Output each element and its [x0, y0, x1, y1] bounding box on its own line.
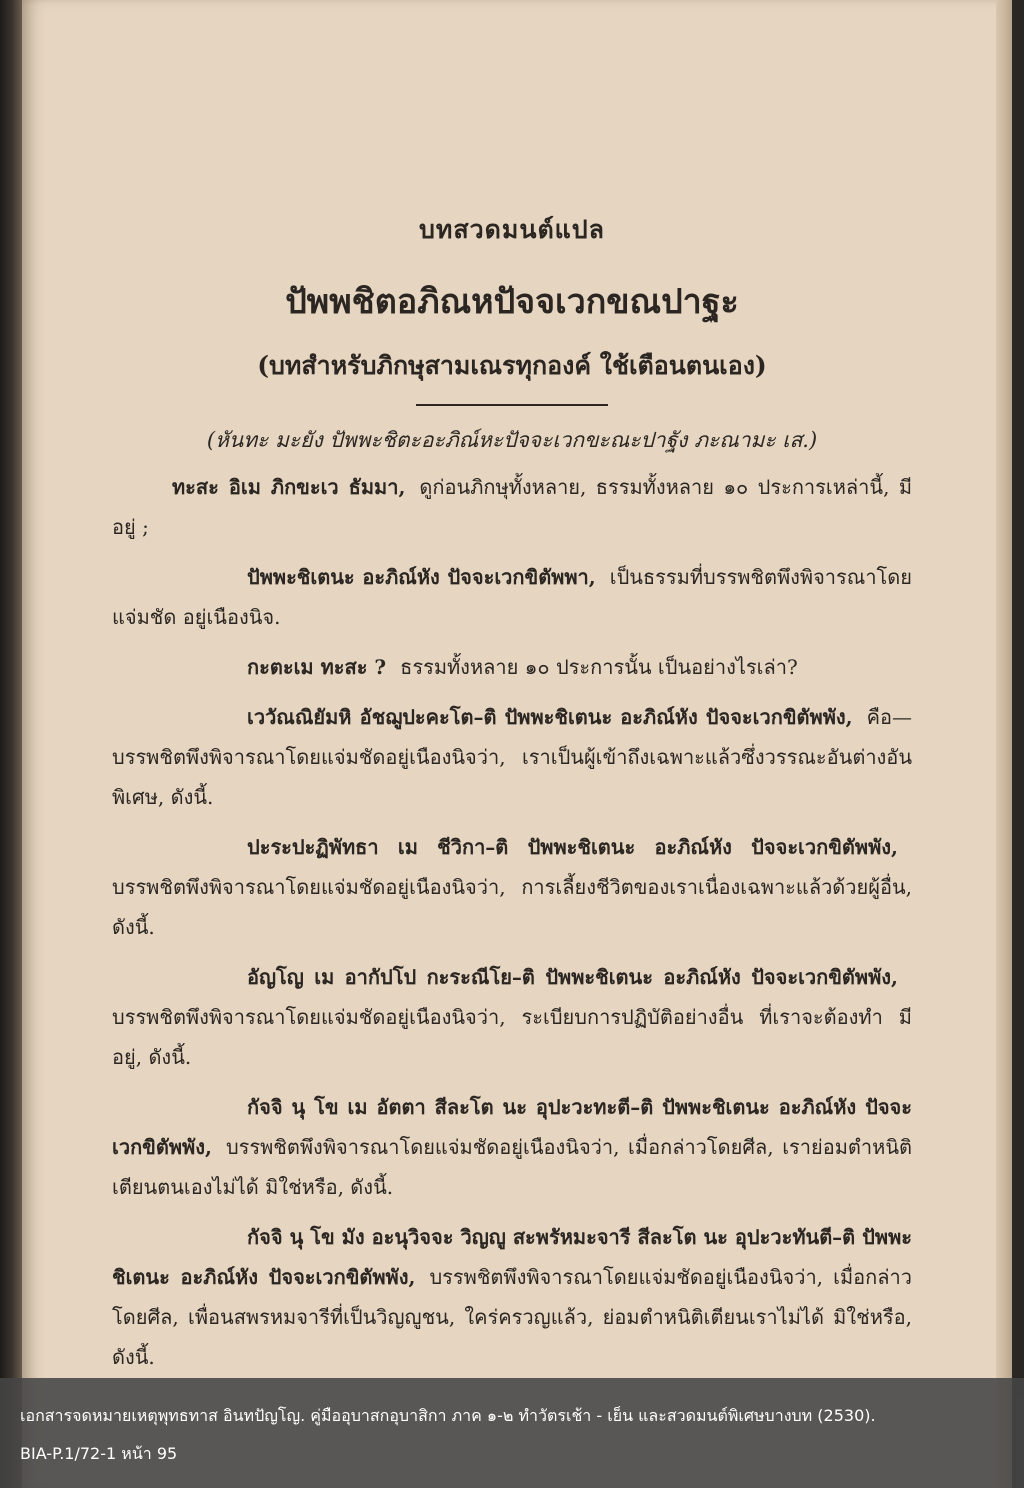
pali-text: ทะสะ อิเม ภิกขะเว ธัมมา,: [172, 475, 406, 499]
pali-text: กะตะเม ทะสะ ?: [247, 655, 387, 679]
paragraph-2: [112, 557, 912, 637]
paragraph-7: [112, 1087, 912, 1207]
thai-translation: คือ— บรรพชิตพึงพิจารณาโดยแจ่มชัดอยู่เนืองนิจว่า, เราเป็นผู้เข้าถึงเฉพาะแล้วซึ่งวรรณะอันต่างอันพิเศษ, ดังนี้.: [112, 705, 912, 809]
title-main: ปัพพชิตอภิณหปัจจเวกขณปาฐะ: [285, 282, 739, 322]
thai-translation: บรรพชิตพึงพิจารณาโดยแจ่มชัดอยู่เนืองนิจว่า, เมื่อกล่าวโดยศีล, เพื่อนสพรหมจารีที่เป็นวิญญูชน, ใคร่ครวญแล้ว, ย่อมตำหนิติเตียนเราไม่ได้ มิใช่หรือ, ดังนี้.: [112, 1265, 912, 1369]
paragraph-6: [112, 957, 912, 1077]
title-underline: [416, 404, 608, 406]
title-small: บทสวดมนต์แปล: [419, 215, 605, 244]
thai-translation: ดูก่อนภิกษุทั้งหลาย, ธรรมทั้งหลาย ๑๐ ประการเหล่านี้, มีอยู่ ;: [112, 475, 912, 539]
pali-text: ปัพพะชิเตนะ อะภิณ์หัง ปัจจะเวกขิตัพพา,: [247, 565, 596, 589]
thai-translation: บรรพชิตพึงพิจารณาโดยแจ่มชัดอยู่เนืองนิจว่า, เมื่อกล่าวโดยศีล, เราย่อมตำหนิติเตียนตนเองไม่ได้ มิใช่หรือ, ดังนี้.: [112, 1135, 912, 1199]
page-content: [112, 210, 912, 1377]
thai-translation: ธรรมทั้งหลาย ๑๐ ประการนั้น เป็นอย่างไรเล่า?: [400, 655, 798, 679]
archive-caption-bar: [0, 1378, 1024, 1488]
title-subtitle: (บทสำหรับภิกษุสามเณรทุกองค์ ใช้เตือนตนเอง): [257, 351, 767, 380]
archive-reference: BIA-P.1/72-1 หน้า 95: [20, 1444, 178, 1463]
thai-translation: บรรพชิตพึงพิจารณาโดยแจ่มชัดอยู่เนืองนิจว่า, การเลี้ยงชีวิตของเราเนื่องเฉพาะแล้วด้วยผู้อื่น, ดังนี้.: [112, 875, 912, 939]
archive-citation: เอกสารจดหมายเหตุพุทธทาส อินทปัญโญ. คู่มืออุบาสกอุบาสิกา ภาค ๑-๒ ทำวัตรเช้า - เย็น และสวดมนต์พิเศษบางบท (2530).: [20, 1406, 876, 1425]
pali-text: อัญโญ เม อากัปโป กะระณีโย–ติ ปัพพะชิเตนะ อะภิณ์หัง ปัจจะเวกขิตัพพัง,: [247, 965, 898, 989]
pali-text: ปะระปะฏิพัทธา เม ชีวิกา–ติ ปัพพะชิเตนะ อะภิณ์หัง ปัจจะเวกขิตัพพัง,: [247, 835, 898, 859]
paragraph-3: [112, 647, 912, 687]
thai-translation: บรรพชิตพึงพิจารณาโดยแจ่มชัดอยู่เนืองนิจว่า, ระเบียบการปฏิบัติอย่างอื่น ที่เราจะต้องทำ มีอยู่, ดังนี้.: [112, 1005, 912, 1069]
paragraph-5: [112, 827, 912, 947]
thai-translation: เป็นธรรมที่บรรพชิตพึงพิจารณาโดยแจ่มชัด อยู่เนืองนิจ.: [112, 565, 912, 629]
page-edge: [996, 0, 1012, 1488]
pali-text: กัจจิ นุ โข เม อัตตา สีละโต นะ อุปะวะทะตี–ติ ปัพพะชิเตนะ อะภิณ์หัง ปัจจะเวกขิตัพพัง,: [112, 1095, 912, 1159]
pali-text: เววัณณิยัมหิ อัชฌูปะคะโต–ติ ปัพพะชิเตนะ อะภิณ์หัง ปัจจะเวกขิตัพพัง,: [247, 705, 853, 729]
paragraph-4: [112, 697, 912, 817]
paragraph-8: [112, 1217, 912, 1377]
chant-intro: (หันทะ มะยัง ปัพพะชิตะอะภิณ์หะปัจจะเวกขะณะปาฐัง ภะณามะ เส.): [206, 428, 818, 452]
document-page: [22, 0, 1012, 1488]
paragraph-1: [112, 467, 912, 547]
pali-text: กัจจิ นุ โข มัง อะนุวิจจะ วิญญู สะพรัหมะจารี สีละโต นะ อุปะวะทันตี–ติ ปัพพะชิเตนะ อะภิณ์หัง ปัจจะเวกขิตัพพัง,: [112, 1225, 912, 1289]
